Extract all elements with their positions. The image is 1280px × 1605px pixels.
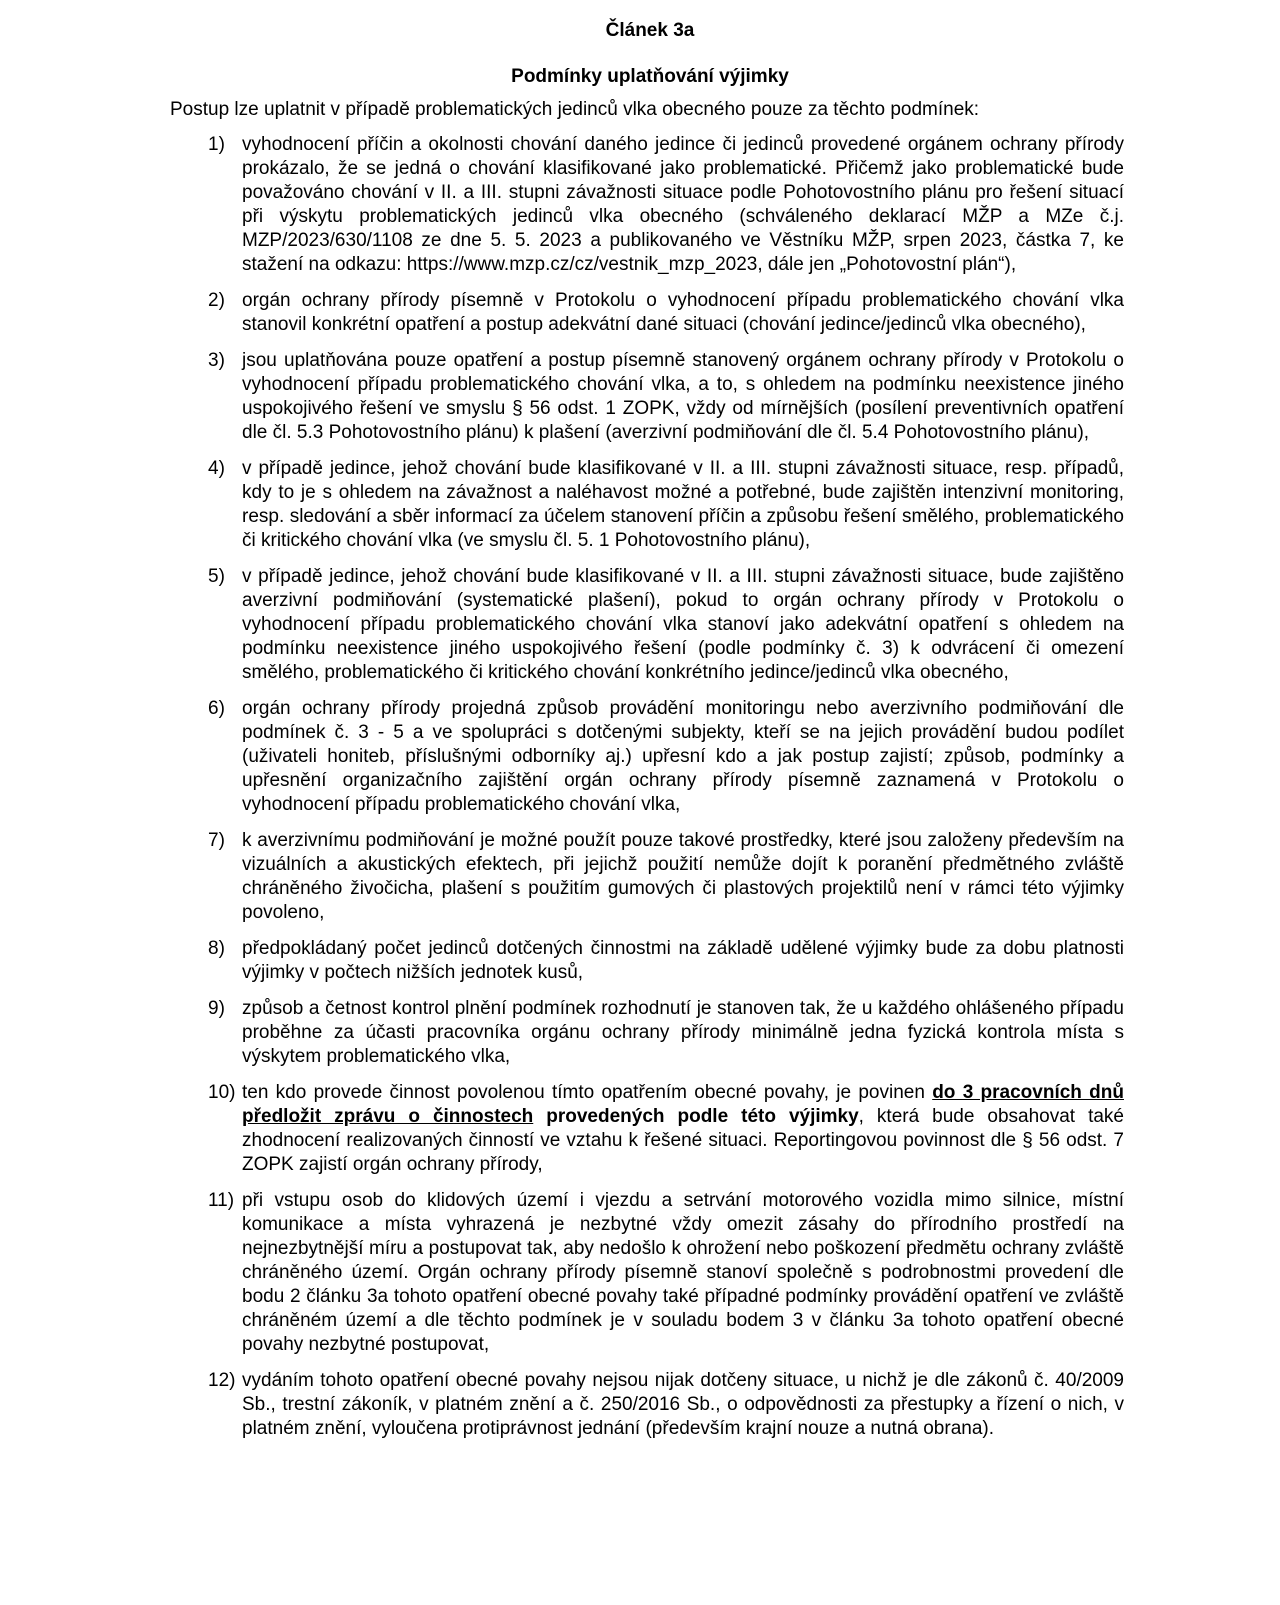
condition-text-underlined: do 3 pracovních dnů předložit zprávu o činnostech: [242, 1082, 1124, 1127]
condition-number: 9): [208, 998, 225, 1019]
condition-text: orgán ochrany přírody písemně v Protokolu o vyhodnocení případu problematického chování vlka stanovil konkrétní opatření a postup adekvátní dané situaci (chování jedince/jedinců vlka obecného),: [242, 290, 1124, 335]
condition-number: 3): [208, 350, 225, 371]
condition-item: [0, 997, 1124, 1069]
condition-number: 12): [208, 1370, 236, 1391]
condition-number: 10): [208, 1082, 236, 1103]
condition-number: 11): [208, 1190, 235, 1211]
condition-text: předpokládaný počet jedinců dotčených činnostmi na základě udělené výjimky bude za dobu platnosti výjimky v počtech nižších jednotek kusů,: [242, 938, 1124, 983]
condition-number: 8): [208, 938, 225, 959]
condition-text: vyhodnocení příčin a okolnosti chování daného jedince či jedinců provedené orgánem ochrany přírody prokázalo, že se jedná o chování klasifikované jako problematické. Přičemž jako problematické bude považováno chování v II. a III. stupni závažnosti situace podle Pohotovostního plánu pro řešení situací při výskytu problematických jedinců vlka obecného (schváleného deklarací MŽP a MZe č.j. MZP/2023/630/1108 ze dne 5. 5. 2023 a publikovaného ve Věstníku MŽP, srpen 2023, částka 7, ke stažení na odkazu: https://www.mzp.cz/cz/vestnik_mzp_2023, dále jen „Pohotovostní plán“),: [242, 134, 1124, 275]
condition-item: [0, 1081, 1124, 1177]
condition-text: orgán ochrany přírody projedná způsob provádění monitoringu nebo averzivního podmiňování dle podmínek č. 3 - 5 a ve spolupráci s dotčenými subjekty, kteří se na jejich provádění budou podílet (uživateli honiteb, příslušnými odborníky aj.) upřesní kdo a jak postup zajistí; způsob, podmínky a upřesnění organizačního zajištění orgán ochrany přírody písemně zaznamená v Protokolu o vyhodnocení případu problematického chování vlka,: [242, 698, 1124, 815]
condition-text: v případě jedince, jehož chování bude klasifikované v II. a III. stupni závažnosti situace, bude zajištěno averzivní podmiňování (systematické plašení), pokud to orgán ochrany přírody v Protokolu o vyhodnocení případu problematického chování vlka stanoví jako adekvátní opatření s ohledem na podmínku neexistence jiného uspokojivého řešení (podle podmínky č. 3) k odvrácení či omezení smělého, problematického či kritického chování konkrétního jedince/jedinců vlka obecného,: [242, 566, 1124, 683]
condition-item: [0, 133, 1124, 277]
condition-item: [0, 697, 1124, 817]
condition-text: k averzivnímu podmiňování je možné použít pouze takové prostředky, které jsou založeny především na vizuálních a akustických efektech, při jejichž použití nemůže dojít k poranění předmětného zvláště chráněného živočicha, plašení s použitím gumových či plastových projektilů není v rámci této výjimky povoleno,: [242, 830, 1124, 923]
article-title: Podmínky uplatňování výjimky: [511, 66, 789, 87]
condition-item: [0, 349, 1124, 445]
condition-number: 5): [208, 566, 225, 587]
condition-item: [0, 565, 1124, 685]
condition-number: 2): [208, 290, 225, 311]
condition-text-bold: provedených podle této výjimky: [546, 1106, 859, 1127]
condition-text: [242, 1081, 1124, 1177]
condition-text: vydáním tohoto opatření obecné povahy nejsou nijak dotčeny situace, u nichž je dle zákonů č. 40/2009 Sb., trestní zákoník, v platném znění a č. 250/2016 Sb., o odpovědnosti za přestupky a řízení o nich, v platném znění, vyloučena protiprávnost jednání (především krajní nouze a nutná obrana).: [242, 1370, 1124, 1439]
condition-item: [0, 289, 1124, 337]
condition-text: v případě jedince, jehož chování bude klasifikované v II. a III. stupni závažnosti situace, resp. případů, kdy to je s ohledem na závažnost a naléhavost možné a potřebné, bude zajištěn intenzivní monitoring, resp. sledování a sběr informací za účelem stanovení příčin a způsobu řešení smělého, problematického či kritického chování vlka (ve smyslu čl. 5. 1 Pohotovostního plánu),: [242, 458, 1124, 551]
condition-item: [0, 457, 1124, 553]
condition-number: 4): [208, 458, 225, 479]
condition-text: způsob a četnost kontrol plnění podmínek rozhodnutí je stanoven tak, že u každého ohlášeného případu proběhne za účasti pracovníka orgánu ochrany přírody minimálně jedna fyzická kontrola místa s výskytem problematického vlka,: [242, 998, 1124, 1067]
condition-text-after: , která bude obsahovat také zhodnocení realizovaných činností ve vztahu k řešené situaci. Reportingovou povinnost dle § 56 odst. 7 ZOPK zajistí orgán ochrany přírody,: [242, 1106, 1124, 1175]
condition-item: [0, 1189, 1124, 1357]
intro-paragraph: Postup lze uplatnit v případě problematických jedinců vlka obecného pouze za těchto podmínek:: [170, 99, 980, 120]
condition-number: 1): [208, 134, 225, 155]
condition-text: jsou uplatňována pouze opatření a postup písemně stanovený orgánem ochrany přírody v Protokolu o vyhodnocení případu problematického chování vlka, a to, s ohledem na podmínku neexistence jiného uspokojivého řešení ve smyslu § 56 odst. 1 ZOPK, vždy od mírnějších (posílení preventivních opatření dle čl. 5.3 Pohotovostního plánu) k plašení (averzivní podmiňování dle čl. 5.4 Pohotovostního plánu),: [242, 350, 1124, 443]
conditions-list: [0, 133, 1280, 1453]
condition-item: [0, 829, 1124, 925]
condition-number: 7): [208, 830, 225, 851]
condition-text: při vstupu osob do klidových území i vjezdu a setrvání motorového vozidla mimo silnice, místní komunikace a místa vyhrazená je nezbytné vždy omezit zásahy do přírodního prostředí na nejnezbytnější míru a postupovat tak, aby nedošlo k ohrožení nebo poškození předmětu ochrany zvláště chráněného území. Orgán ochrany přírody písemně stanoví společně s podrobnostmi provedení dle bodu 2 článku 3a tohoto opatření obecné povahy také případné podmínky provádění opatření ve zvláště chráněném území a dle těchto podmínek je v souladu bodem 3 v článku 3a tohoto opatření obecné povahy nezbytné postupovat,: [242, 1190, 1124, 1355]
condition-item: [0, 937, 1124, 985]
article-number: Článek 3a: [605, 20, 695, 41]
condition-text-before: ten kdo provede činnost povolenou tímto opatřením obecné povahy, je povinen: [242, 1082, 925, 1103]
condition-item: [0, 1369, 1124, 1441]
condition-number: 6): [208, 698, 225, 719]
